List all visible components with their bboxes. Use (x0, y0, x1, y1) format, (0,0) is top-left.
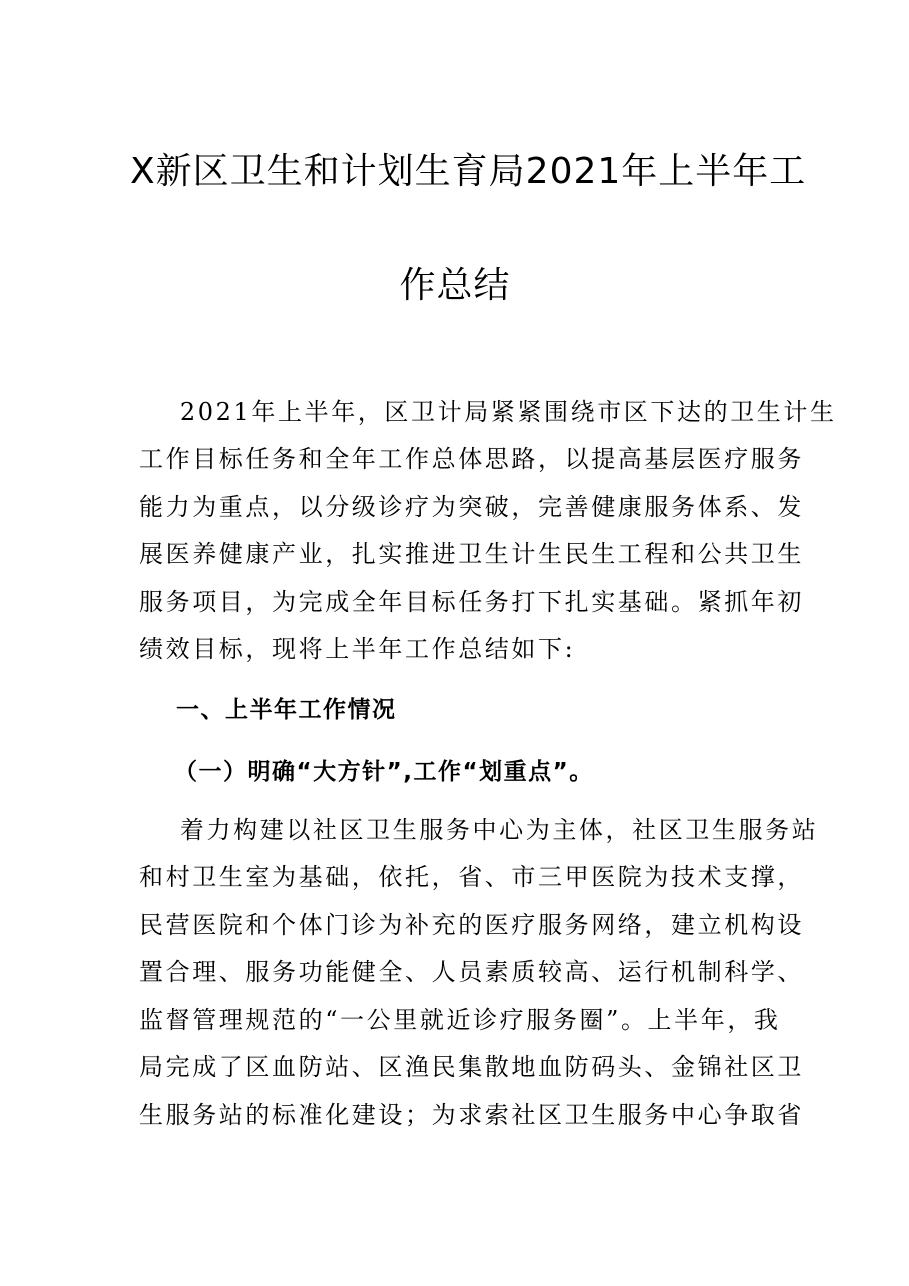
paragraph-line: 服务项目，为完成全年目标任务打下扎实基础。紧抓年初 (139, 588, 804, 616)
document-title-line-1: X新区卫生和计划生育局2021年上半年工 (130, 151, 807, 192)
paragraph-line: 置合理、服务功能健全、人员素质较高、运行机制科学、 (139, 958, 804, 986)
paragraph-line: 展医养健康产业，扎实推进卫生计生民生工程和公共卫生 (139, 540, 804, 568)
subsection-heading: （一）明确“大方针”,工作“划重点”。 (174, 759, 594, 785)
intro-paragraph (139, 394, 837, 684)
document-title-line-2: 作总结 (399, 265, 511, 306)
paragraph-line: 绩效目标，现将上半年工作总结如下: (139, 635, 576, 663)
body-paragraph (139, 812, 819, 1152)
paragraph-line: 工作目标任务和全年工作总体思路，以提高基层医疗服务 (139, 445, 804, 473)
paragraph-line: 局完成了区血防站、区渔民集散地血防码头、金锦社区卫 (139, 1053, 804, 1081)
section-heading: 一、上半年工作情况 (176, 697, 397, 723)
paragraph-line: 生服务站的标准化建设；为求索社区卫生服务中心争取省 (139, 1101, 804, 1129)
paragraph-line: 民营医院和个体门诊为补充的医疗服务网络，建立机构设 (139, 911, 804, 939)
paragraph-line: 和村卫生室为基础，依托，省、市三甲医院为技术支撑， (139, 863, 804, 891)
paragraph-line: 2021年上半年，区卫计局紧紧围绕市区下达的卫生计生 (139, 398, 837, 426)
paragraph-line: 能力为重点，以分级诊疗为突破，完善健康服务体系、发 (139, 493, 804, 521)
paragraph-line: 着力构建以社区卫生服务中心为主体，社区卫生服务站 (139, 816, 819, 844)
paragraph-line: 监督管理规范的“一公里就近诊疗服务圈”。上半年，我 (139, 1006, 781, 1034)
